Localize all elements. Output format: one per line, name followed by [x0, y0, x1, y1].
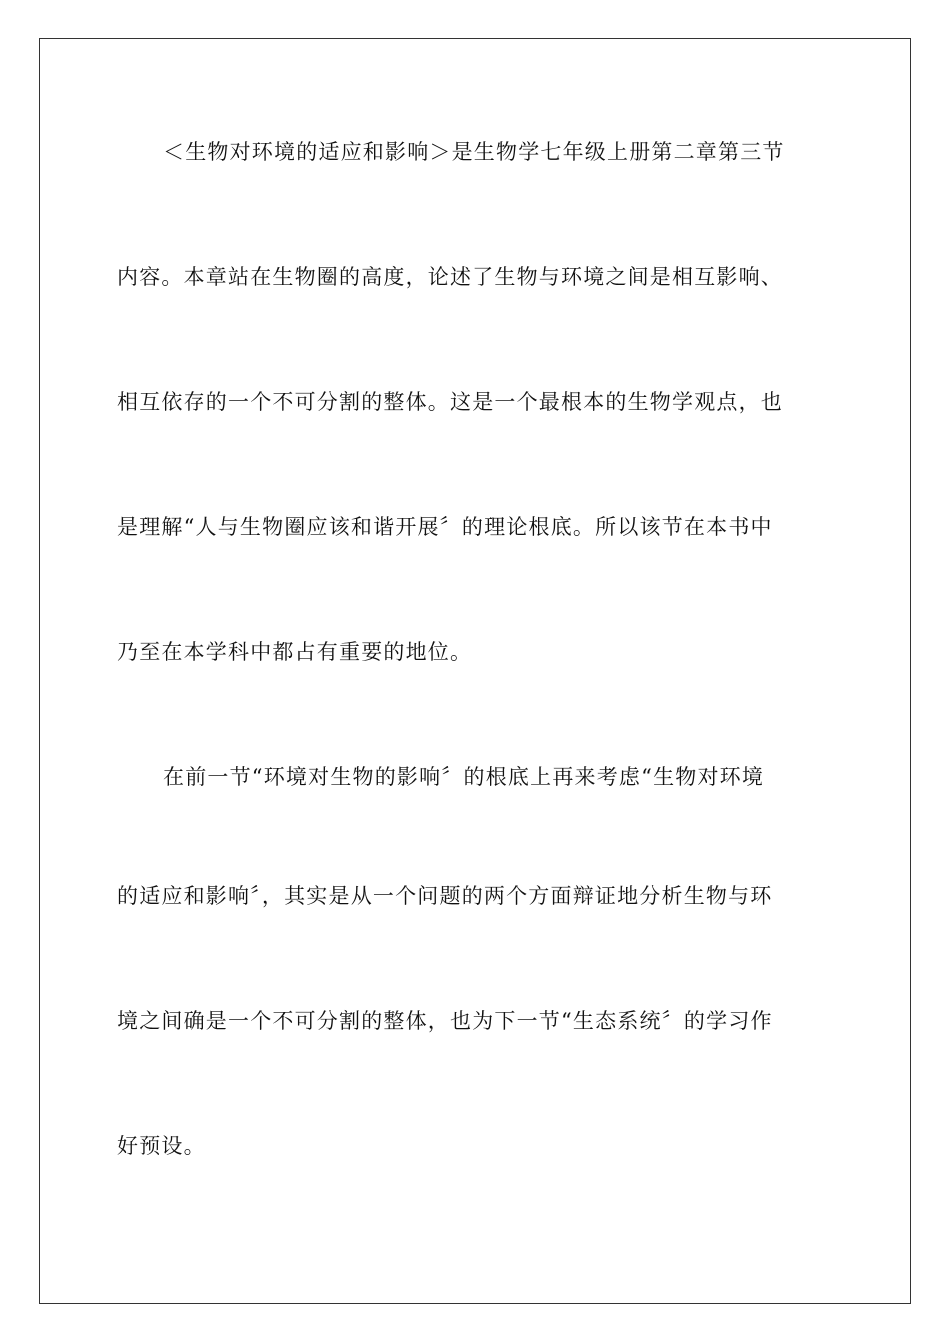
paragraph-line: ＜生物对环境的适应和影响＞是生物学七年级上册第二章第三节: [163, 140, 785, 164]
paragraph-line: 境之间确是一个不可分割的整体，也为下一节“生态系统〞的学习作: [117, 1009, 773, 1033]
paragraph-line: 内容。本章站在生物圈的高度，论述了生物与环境之间是相互影响、: [117, 265, 783, 289]
paragraph-line: 在前一节“环境对生物的影响〞的根底上再来考虑“生物对环境: [163, 765, 765, 789]
paragraph-line: 乃至在本学科中都占有重要的地位。: [117, 640, 473, 664]
paragraph-line: 好预设。: [117, 1134, 206, 1158]
paragraph-line: 的适应和影响〞，其实是从一个问题的两个方面辩证地分析生物与环: [117, 884, 773, 908]
paragraph-line: 是理解“人与生物圈应该和谐开展〞的理论根底。所以该节在本书中: [117, 515, 773, 539]
page-border: [39, 38, 911, 1304]
paragraph-line: 相互依存的一个不可分割的整体。这是一个最根本的生物学观点，也: [117, 390, 783, 414]
